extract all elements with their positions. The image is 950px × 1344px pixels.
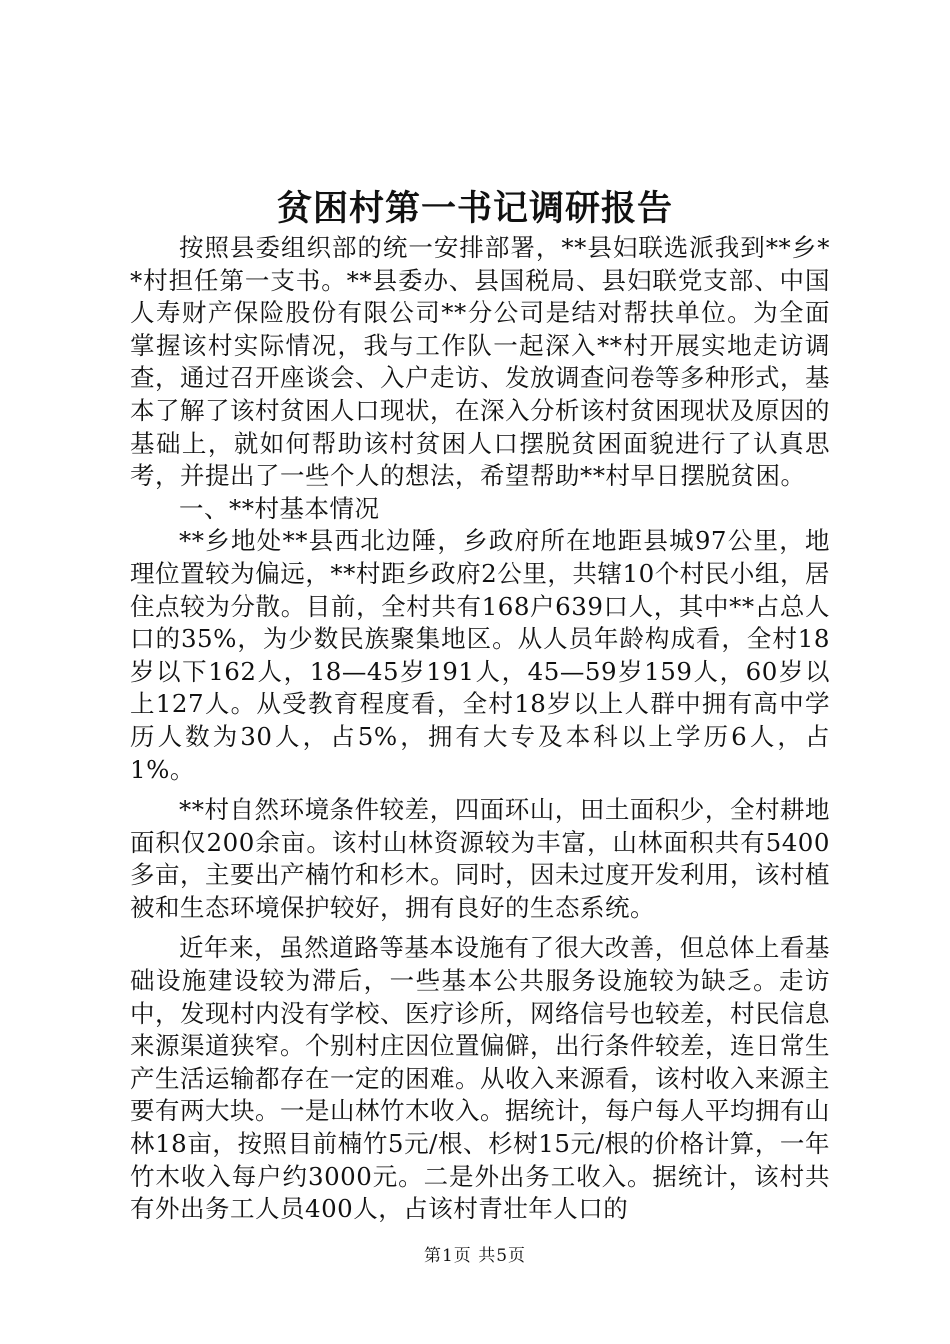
page-number-footer: 第1页 共5页 (423, 1246, 527, 1266)
document-title: 贫困村第一书记调研报告 (276, 188, 673, 229)
paragraph-natural-environment: **村自然环境条件较差，四面环山，田土面积少，全村耕地面积仅200余亩。该村山林资源较为丰富，山林面积共有5400多亩，主要出产楠竹和杉木。同时，因未过度开发利用，该村植被和生态环境保护较好，拥有良好的生态系统。 (130, 795, 830, 922)
section-heading: 一、**村基本情况 (179, 493, 380, 523)
document-body (130, 232, 830, 1226)
paragraph-basic-info: **乡地处**县西北边陲，乡政府所在地距县城97公里，地理位置较为偏远，**村距乡政府2公里，共辖10个村民小组，居住点较为分散。目前，全村共有168户639口人，其中**占总人口的35%，为少数民族聚集地区。从人员年龄构成看，全村18岁以下162人，18—45岁191人，45—59岁159人，60岁以上127人。从受教育程度看，全村18岁以上人群中拥有高中学历人数为30人，占5%，拥有大专及本科以上学历6人，占1%。 (130, 526, 830, 784)
paragraph-intro: 按照县委组织部的统一安排部署，**县妇联选派我到**乡**村担任第一支书。**县委办、县国税局、县妇联党支部、中国人寿财产保险股份有限公司**分公司是结对帮扶单位。为全面掌握该村实际情况，我与工作队一起深入**村开展实地走访调查，通过召开座谈会、入户走访、发放调查问卷等多种形式，基本了解了该村贫困人口现状，在深入分析该村贫困现状及原因的基础上，就如何帮助该村贫困人口摆脱贫困面貌进行了认真思考，并提出了一些个人的想法，希望帮助**村早日摆脱贫困。 (130, 233, 830, 491)
paragraph-infrastructure-income: 近年来，虽然道路等基本设施有了很大改善，但总体上看基础设施建设较为滞后，一些基本公共服务设施较为缺乏。走访中，发现村内没有学校、医疗诊所，网络信号也较差，村民信息来源渠道狭窄。个别村庄因位置偏僻，出行条件较差，连日常生产生活运输都存在一定的困难。从收入来源看，该村收入来源主要有两大块。一是山林竹木收入。据统计，每户每人平均拥有山林18亩，按照目前楠竹5元/根、杉树15元/根的价格计算，一年竹木收入每户约3000元。二是外出务工收入。据统计，该村共有外出务工人员400人，占该村青壮年人口的 (130, 933, 830, 1224)
